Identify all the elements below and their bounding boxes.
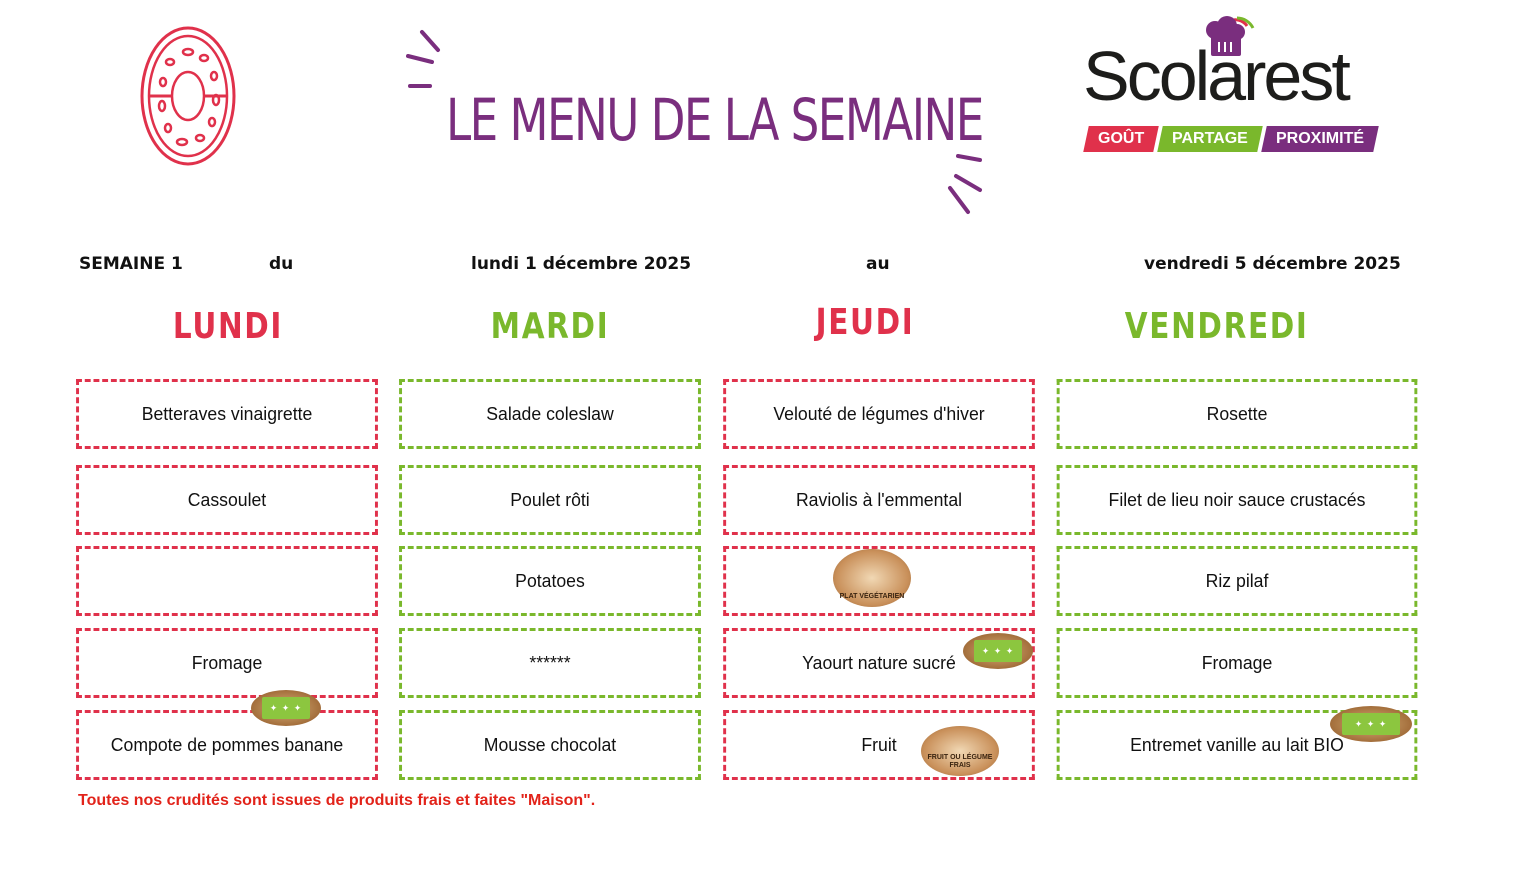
menu-cell-vendredi-starter: Rosette xyxy=(1057,379,1418,449)
organic-bio-badge-icon: ✦ ✦ ✦ xyxy=(1330,706,1412,742)
menu-cell-lundi-side xyxy=(76,546,378,616)
scolarest-logo: Scolarest xyxy=(1083,37,1348,115)
menu-cell-lundi-dessert: Compote de pommes banane xyxy=(76,710,378,780)
day-header-mardi: MARDI xyxy=(490,306,610,347)
fresh-fruit-badge-icon: FRUIT OU LÉGUME FRAIS xyxy=(921,726,999,776)
menu-cell-mardi-dessert: Mousse chocolat xyxy=(399,710,701,780)
tagline-segment: PROXIMITÉ xyxy=(1261,126,1379,152)
day-header-jeudi: JEUDI xyxy=(815,302,915,343)
menu-cell-jeudi-starter: Velouté de légumes d'hiver xyxy=(723,379,1035,449)
menu-cell-lundi-dairy: Fromage xyxy=(76,628,378,698)
menu-cell-vendredi-dessert: Entremet vanille au lait BIO xyxy=(1057,710,1418,780)
tagline-segment: PARTAGE xyxy=(1157,126,1262,152)
menu-cell-lundi-starter: Betteraves vinaigrette xyxy=(76,379,378,449)
menu-cell-jeudi-main: Raviolis à l'emmental xyxy=(723,465,1035,535)
menu-cell-mardi-starter: Salade coleslaw xyxy=(399,379,701,449)
menu-cell-vendredi-dairy: Fromage xyxy=(1057,628,1418,698)
menu-cell-mardi-side: Potatoes xyxy=(399,546,701,616)
menu-cell-mardi-main: Poulet rôti xyxy=(399,465,701,535)
week-from-word: du xyxy=(269,254,294,274)
week-end-date: vendredi 5 décembre 2025 xyxy=(1144,254,1401,274)
week-label: SEMAINE 1 xyxy=(79,254,183,274)
week-to-word: au xyxy=(866,254,890,274)
menu-cell-jeudi-dairy: Yaourt nature sucré xyxy=(723,628,1035,698)
day-header-lundi: LUNDI xyxy=(172,306,284,347)
week-start-date: lundi 1 décembre 2025 xyxy=(471,254,692,274)
logo-tagline xyxy=(1086,126,1376,152)
page-title: LE MENU DE LA SEMAINE xyxy=(446,86,983,154)
menu-cell-lundi-main: Cassoulet xyxy=(76,465,378,535)
footnote: Toutes nos crudités sont issues de produits frais et faites "Maison". xyxy=(78,792,596,809)
menu-cell-jeudi-dessert: Fruit xyxy=(723,710,1035,780)
organic-bio-badge-icon: ✦ ✦ ✦ xyxy=(251,690,321,726)
menu-cell-vendredi-main: Filet de lieu noir sauce crustacés xyxy=(1057,465,1418,535)
organic-bio-badge-icon: ✦ ✦ ✦ xyxy=(963,633,1033,669)
tagline-segment: GOÛT xyxy=(1083,126,1159,152)
menu-cell-mardi-dairy: ****** xyxy=(399,628,701,698)
day-header-vendredi: VENDREDI xyxy=(1124,306,1309,347)
vegetarian-dish-badge-icon: PLAT VÉGÉTARIEN xyxy=(833,549,911,607)
menu-cell-vendredi-side: Riz pilaf xyxy=(1057,546,1418,616)
tomato-slice-icon xyxy=(138,24,238,168)
